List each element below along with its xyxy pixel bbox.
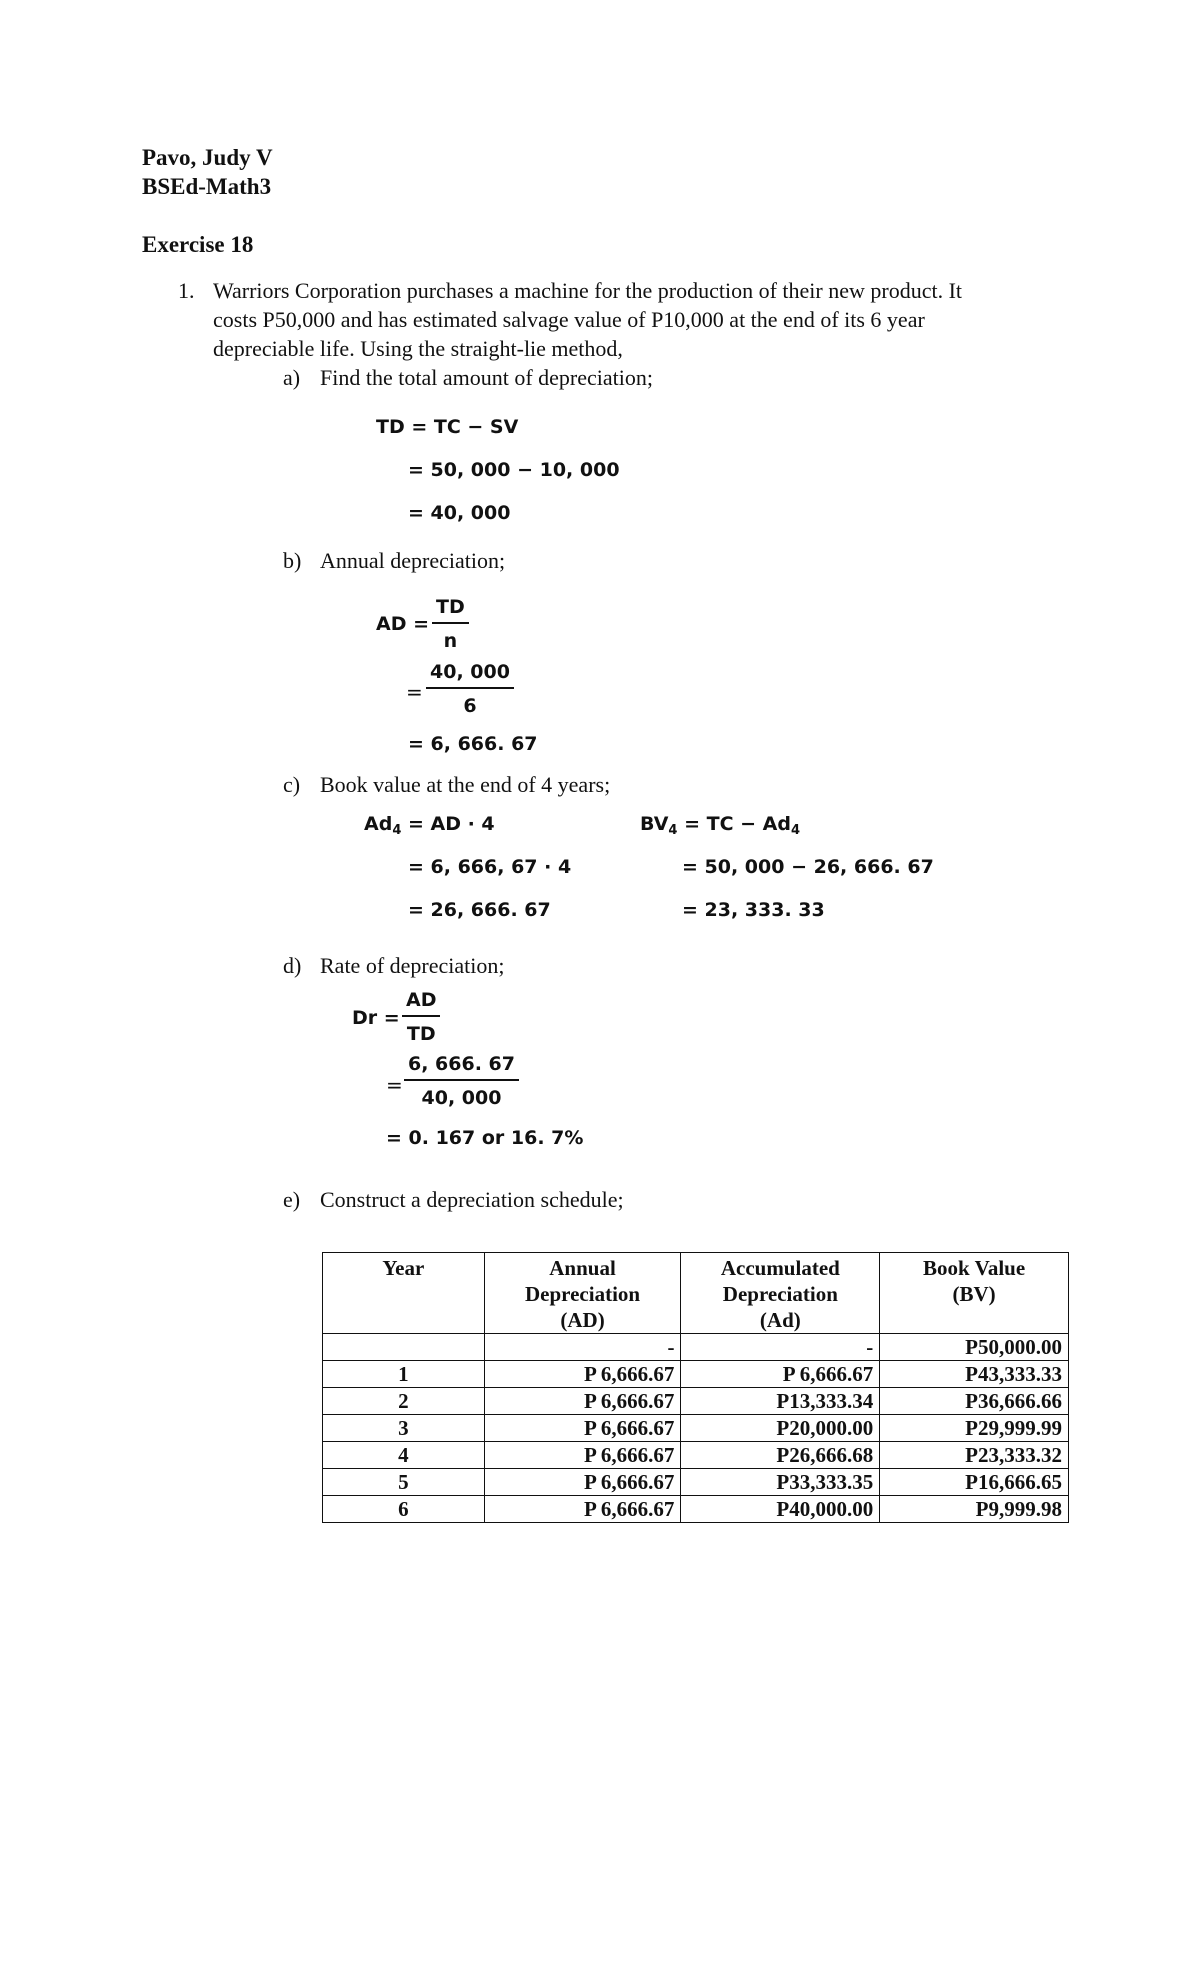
header-line: Annual bbox=[549, 1256, 616, 1280]
cell-accumulated-depreciation: P33,333.35 bbox=[681, 1469, 880, 1496]
header-line: Depreciation bbox=[525, 1282, 641, 1306]
cell-year: 4 bbox=[323, 1442, 485, 1469]
table-row bbox=[323, 1415, 1069, 1442]
fraction-bar bbox=[402, 1015, 440, 1017]
cell-book-value: P43,333.33 bbox=[880, 1361, 1069, 1388]
part-d-fraction-2 bbox=[404, 1053, 519, 1109]
problem-line-2: costs P50,000 and has estimated salvage value of P10,000 at the end of its 6 year bbox=[213, 307, 925, 332]
student-name: Pavo, Judy V bbox=[142, 145, 273, 170]
part-c-right-sub: 4 bbox=[668, 823, 678, 838]
cell-book-value: P16,666.65 bbox=[880, 1469, 1069, 1496]
part-c-left-eq3: = 26, 666. 67 bbox=[408, 899, 551, 921]
part-d-den1: TD bbox=[406, 1023, 436, 1045]
part-a-label: a) bbox=[283, 365, 301, 390]
cell-annual-depreciation: P 6,666.67 bbox=[484, 1469, 681, 1496]
header-accumulated-depreciation bbox=[681, 1253, 880, 1334]
table-row bbox=[323, 1469, 1069, 1496]
part-d-num1: AD bbox=[406, 989, 437, 1011]
header-line: (Ad) bbox=[759, 1308, 801, 1332]
header-year bbox=[323, 1253, 485, 1334]
part-d-lhs: Dr = bbox=[352, 1007, 400, 1029]
course-label: BSEd-Math3 bbox=[142, 174, 272, 199]
part-b-result: = 6, 666. 67 bbox=[408, 733, 538, 755]
part-d-eq: = bbox=[386, 1073, 403, 1097]
part-b-fraction-1 bbox=[432, 596, 469, 652]
cell-year: 1 bbox=[323, 1361, 485, 1388]
table-row bbox=[323, 1361, 1069, 1388]
header-line: Accumulated bbox=[720, 1256, 840, 1280]
header-year-line: Year bbox=[382, 1256, 425, 1280]
part-c-right-lhs: BV bbox=[640, 813, 669, 835]
part-b-num1: TD bbox=[436, 596, 465, 618]
part-d-num2: 6, 666. 67 bbox=[408, 1053, 515, 1075]
part-a-eq2: = 50, 000 − 10, 000 bbox=[408, 459, 620, 481]
part-b-fraction-2 bbox=[426, 661, 514, 717]
part-b-label: b) bbox=[283, 548, 302, 573]
cell-annual-depreciation: P 6,666.67 bbox=[484, 1361, 681, 1388]
part-b-num2: 40, 000 bbox=[430, 661, 510, 683]
part-c-left-eq2: = 6, 666, 67 · 4 bbox=[408, 856, 572, 878]
table-row bbox=[323, 1442, 1069, 1469]
cell-accumulated-depreciation: P20,000.00 bbox=[681, 1415, 880, 1442]
header-annual-depreciation bbox=[484, 1253, 681, 1334]
fraction-bar bbox=[432, 622, 469, 624]
cell-year: 2 bbox=[323, 1388, 485, 1415]
part-d-fraction-1 bbox=[402, 989, 440, 1045]
table-header-row bbox=[323, 1253, 1069, 1334]
part-c-right-eq1 bbox=[640, 813, 800, 838]
cell-book-value: P23,333.32 bbox=[880, 1442, 1069, 1469]
cell-year: 3 bbox=[323, 1415, 485, 1442]
problem-line-3: depreciable life. Using the straight-lie method, bbox=[213, 336, 623, 361]
part-d-label: d) bbox=[283, 953, 302, 978]
cell-book-value: P36,666.66 bbox=[880, 1388, 1069, 1415]
part-b-eq: = bbox=[406, 680, 423, 704]
part-c-left-lhs: Ad bbox=[364, 813, 393, 835]
table-row bbox=[323, 1496, 1069, 1523]
part-a-eq3: = 40, 000 bbox=[408, 502, 511, 524]
table-row bbox=[323, 1334, 1069, 1361]
part-c-label: c) bbox=[283, 772, 301, 797]
cell-annual-depreciation: P 6,666.67 bbox=[484, 1496, 681, 1523]
part-c-left-rhs: = AD · 4 bbox=[401, 813, 495, 835]
part-b-lhs: AD = bbox=[376, 613, 430, 635]
part-e-label: e) bbox=[283, 1187, 301, 1212]
cell-annual-depreciation: - bbox=[484, 1334, 681, 1361]
part-a-eq1: TD = TC − SV bbox=[376, 416, 519, 438]
part-d-text: Rate of depreciation; bbox=[320, 953, 505, 978]
part-c-right-eq3: = 23, 333. 33 bbox=[682, 899, 825, 921]
part-c-left-eq1 bbox=[364, 813, 495, 838]
depreciation-schedule-table bbox=[322, 1252, 1069, 1523]
fraction-bar bbox=[426, 687, 514, 689]
part-c-right-eq2: = 50, 000 − 26, 666. 67 bbox=[682, 856, 934, 878]
part-c-left-sub: 4 bbox=[392, 823, 402, 838]
cell-accumulated-depreciation: - bbox=[681, 1334, 880, 1361]
cell-accumulated-depreciation: P40,000.00 bbox=[681, 1496, 880, 1523]
header-line: Depreciation bbox=[722, 1282, 838, 1306]
cell-book-value: P50,000.00 bbox=[880, 1334, 1069, 1361]
header-line: (BV) bbox=[952, 1282, 996, 1306]
header-line: Book Value bbox=[923, 1256, 1026, 1280]
part-b-text: Annual depreciation; bbox=[320, 548, 506, 573]
cell-year: 6 bbox=[323, 1496, 485, 1523]
header-line: (AD) bbox=[560, 1308, 605, 1332]
cell-annual-depreciation: P 6,666.67 bbox=[484, 1442, 681, 1469]
fraction-bar bbox=[404, 1079, 519, 1081]
part-d-result: = 0. 167 or 16. 7% bbox=[386, 1127, 584, 1149]
part-a-text: Find the total amount of depreciation; bbox=[320, 365, 653, 390]
part-e-text: Construct a depreciation schedule; bbox=[320, 1187, 624, 1212]
cell-annual-depreciation: P 6,666.67 bbox=[484, 1415, 681, 1442]
problem-line-1: Warriors Corporation purchases a machine for the production of their new product. It bbox=[213, 278, 963, 303]
cell-accumulated-depreciation: P 6,666.67 bbox=[681, 1361, 880, 1388]
cell-book-value: P9,999.98 bbox=[880, 1496, 1069, 1523]
problem-number: 1. bbox=[178, 278, 195, 303]
table-row bbox=[323, 1388, 1069, 1415]
cell-annual-depreciation: P 6,666.67 bbox=[484, 1388, 681, 1415]
part-c-text: Book value at the end of 4 years; bbox=[320, 772, 611, 797]
part-c-right-rhs: = TC − Ad bbox=[677, 813, 791, 835]
part-b-den1: n bbox=[443, 630, 458, 652]
cell-year: 5 bbox=[323, 1469, 485, 1496]
header-book-value bbox=[880, 1253, 1069, 1334]
cell-accumulated-depreciation: P13,333.34 bbox=[681, 1388, 880, 1415]
cell-year bbox=[323, 1334, 485, 1361]
part-d-den2: 40, 000 bbox=[421, 1087, 502, 1109]
exercise-title: Exercise 18 bbox=[142, 232, 254, 257]
part-c-right-rhs-sub: 4 bbox=[790, 823, 801, 838]
part-b-den2: 6 bbox=[463, 695, 477, 717]
cell-book-value: P29,999.99 bbox=[880, 1415, 1069, 1442]
cell-accumulated-depreciation: P26,666.68 bbox=[681, 1442, 880, 1469]
